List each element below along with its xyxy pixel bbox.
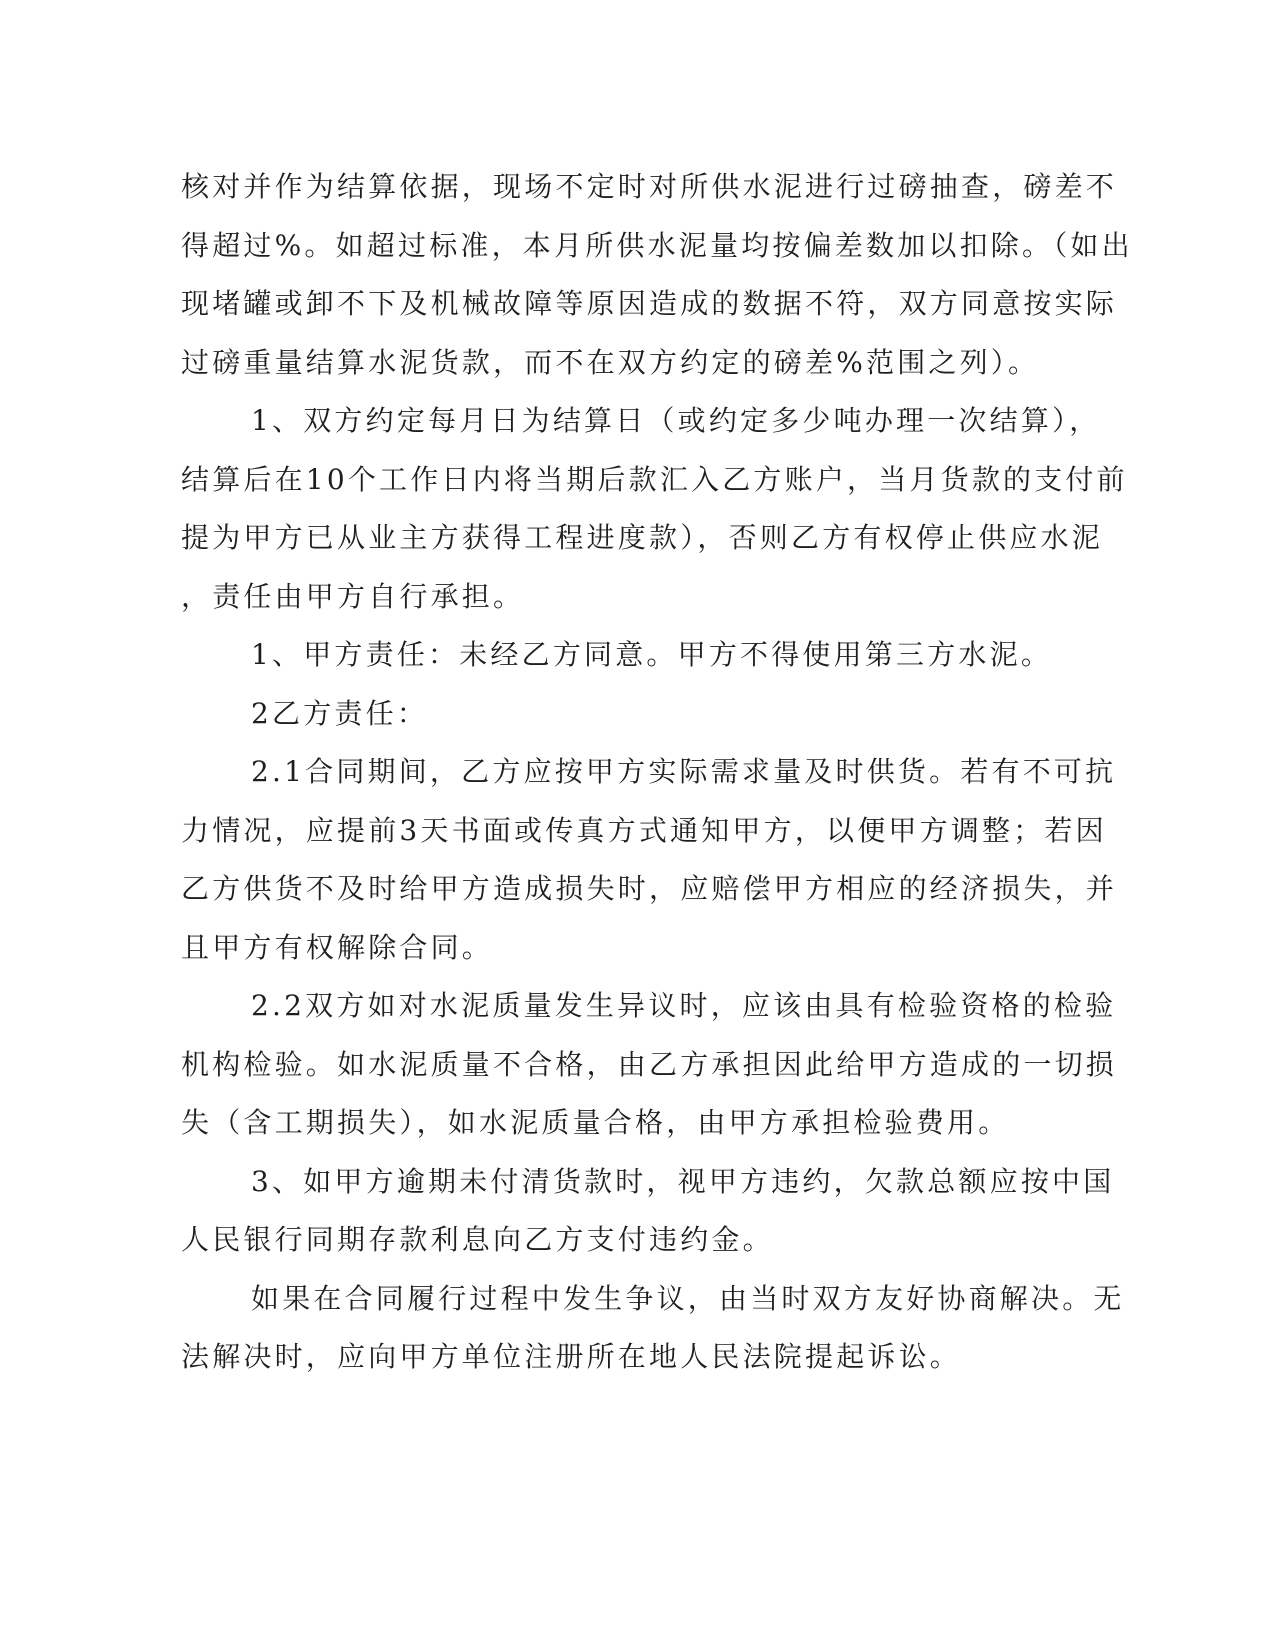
paragraph-first-line: 3、如甲方逾期未付清货款时，视甲方违约，欠款总额应按中国 (251, 1164, 1115, 1198)
paragraph-first-line: 2.1合同期间，乙方应按甲方实际需求量及时供货。若有不可抗 (251, 755, 1117, 788)
text-line: ，责任由甲方自行承担。 (181, 579, 525, 613)
paragraph-first-line: 2.2双方如对水泥质量发生异议时，应该由具有检验资格的检验 (251, 989, 1117, 1022)
text-line: 现堵罐或卸不下及机械故障等原因造成的数据不符，双方同意按实际 (181, 287, 1118, 320)
text-line: 且甲方有权解除合同。 (181, 930, 494, 964)
document-body (181, 158, 1133, 1387)
paragraph-first-line: 1、甲方责任：未经乙方同意。甲方不得使用第三方水泥。 (251, 638, 1053, 671)
text-line: 得超过%。如超过标准，本月所供水泥量均按偏差数加以扣除。（如出 (181, 228, 1133, 262)
paragraph-first-line: 1、双方约定每月日为结算日（或约定多少吨办理一次结算）， (251, 404, 1101, 437)
text-line: 法解决时，应向甲方单位注册所在地人民法院提起诉讼。 (181, 1340, 962, 1373)
text-line: 提为甲方已从业主方获得工程进度款），否则乙方有权停止供应水泥 (181, 521, 1104, 554)
text-line: 核对并作为结算依据，现场不定时对所供水泥进行过磅抽查，磅差不 (181, 170, 1118, 203)
text-line: 人民银行同期存款利息向乙方支付违约金。 (181, 1223, 774, 1256)
text-line: 失（含工期损失），如水泥质量合格，由甲方承担检验费用。 (181, 1106, 1010, 1139)
text-line: 过磅重量结算水泥货款，而不在双方约定的磅差%范围之列）。 (181, 345, 1040, 379)
paragraph-first-line: 如果在合同履行过程中发生争议，由当时双方友好协商解决。无 (251, 1281, 1125, 1315)
text-line: 结算后在10个工作日内将当期后款汇入乙方账户，当月货款的支付前 (181, 462, 1128, 496)
text-line: 机构检验。如水泥质量不合格，由乙方承担因此给甲方造成的一切损 (181, 1047, 1118, 1081)
section-heading: 2乙方责任： (251, 696, 429, 730)
text-line: 乙方供货不及时给甲方造成损失时，应赔偿甲方相应的经济损失，并 (181, 872, 1118, 905)
text-line: 力情况，应提前3天书面或传真方式通知甲方，以便甲方调整；若因 (181, 813, 1107, 847)
